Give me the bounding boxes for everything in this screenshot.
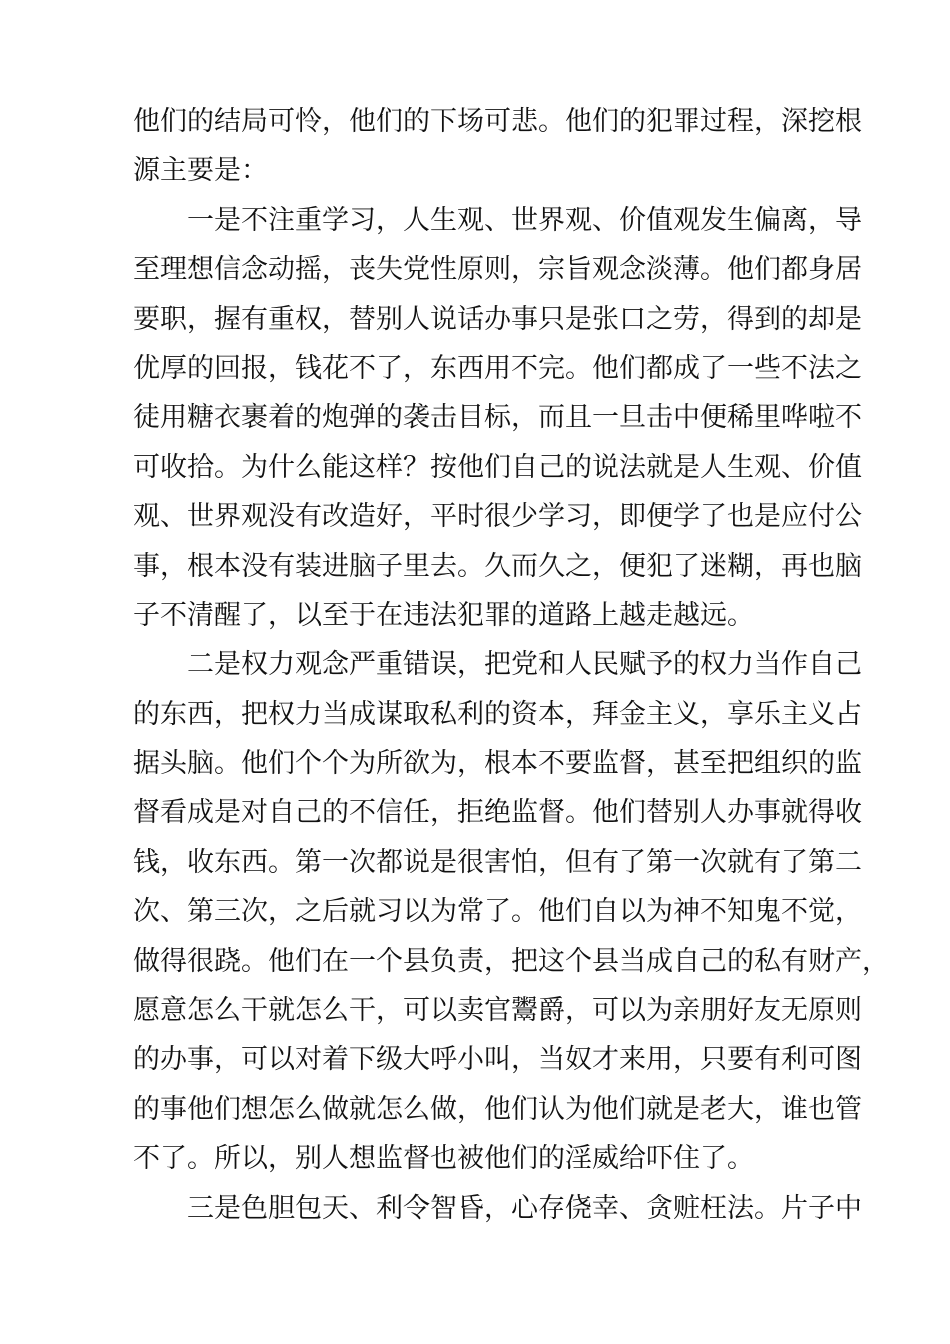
text-line: 可收拾。为什么能这样？按他们自己的说法就是人生观、价值 (133, 451, 862, 483)
text-line: 的事他们想怎么做就怎么做，他们认为他们就是老大，谁也管 (133, 1093, 862, 1125)
text-line: 源主要是： (133, 155, 268, 187)
text-line: 钱，收东西。第一次都说是很害怕，但有了第一次就有了第二 (133, 846, 862, 878)
text-line: 至理想信念动摇，丧失党性原则，宗旨观念淡薄。他们都身居 (133, 254, 862, 286)
text-line: 督看成是对自己的不信任，拒绝监督。他们替别人办事就得收 (133, 797, 862, 829)
paragraph-point-one (133, 196, 862, 641)
text-line: 次、第三次，之后就习以为常了。他们自以为神不知鬼不觉， (133, 896, 862, 928)
text-line: 的办事，可以对着下级大呼小叫，当奴才来用，只要有利可图 (133, 1044, 862, 1076)
text-line: 事，根本没有装进脑子里去。久而久之，便犯了迷糊，再也脑 (133, 550, 862, 582)
text-line: 不了。所以，别人想监督也被他们的淫威给吓住了。 (133, 1143, 754, 1175)
text-line: 一是不注重学习，人生观、世界观、价值观发生偏离，导 (187, 204, 862, 236)
text-line: 他们的结局可怜，他们的下场可悲。他们的犯罪过程，深挖根 (133, 106, 862, 137)
text-line: 的东西，把权力当成谋取私利的资本，拜金主义，享乐主义占 (133, 698, 862, 730)
text-line: 优厚的回报，钱花不了，东西用不完。他们都成了一些不法之 (133, 352, 862, 384)
text-line: 徒用糖衣裹着的炮弹的袭击目标，而且一旦击中便稀里哗啦不 (133, 402, 862, 434)
text-line: 二是权力观念严重错误，把党和人民赋予的权力当作自己 (187, 649, 862, 681)
text-line: 愿意怎么干就怎么干，可以卖官鬻爵，可以为亲朋好友无原则 (133, 995, 862, 1027)
text-line: 子不清醒了，以至于在违法犯罪的道路上越走越远。 (133, 599, 754, 631)
paragraph-intro (133, 97, 862, 196)
document-body (133, 97, 889, 1233)
text-line: 要职，握有重权，替别人说话办事只是张口之劳，得到的却是 (133, 303, 862, 335)
text-line: 三是色胆包天、利令智昏，心存侥幸、贪赃枉法。片子中 (187, 1192, 862, 1224)
text-line: 观、世界观没有改造好，平时很少学习，即便学了也是应付公 (133, 501, 862, 533)
text-line: 据头脑。他们个个为所欲为，根本不要监督，甚至把组织的监 (133, 748, 862, 780)
paragraph-point-two (133, 640, 889, 1183)
paragraph-point-three (133, 1184, 862, 1233)
text-line: 做得很跷。他们在一个县负责，把这个县当成自己的私有财产， (133, 945, 889, 977)
